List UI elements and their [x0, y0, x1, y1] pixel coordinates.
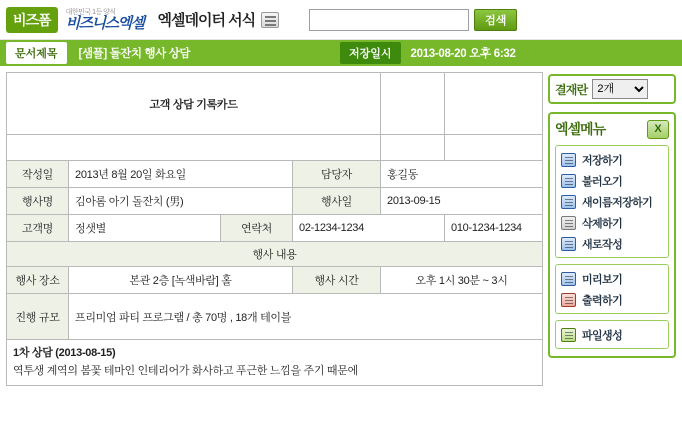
menu-item-file-create[interactable]	[558, 324, 666, 345]
excel-menu-group-file-create	[555, 320, 669, 349]
table-row	[7, 161, 543, 188]
table-row	[7, 188, 543, 215]
new-doc-icon	[561, 237, 576, 251]
preview-icon	[561, 272, 576, 286]
right-panel	[548, 66, 682, 429]
row-label-customer-name: 고객명	[7, 215, 69, 242]
cell-scale[interactable]: 프리미엄 파티 프로그램 / 총 70명 , 18개 테이블	[69, 294, 543, 340]
excel-menu-group-print	[555, 264, 669, 314]
note-line-1: 1차 상담 (2013-08-15)	[13, 347, 116, 360]
menu-label-preview: 미리보기	[582, 273, 623, 286]
sheet-title: 고객 상담 기록카드	[7, 73, 381, 135]
cell-consultation-note[interactable]	[7, 340, 543, 386]
body-wrapper	[0, 66, 682, 429]
save-datetime-tag: 저장일시	[340, 42, 401, 64]
cell-manager[interactable]: 홍길동	[381, 161, 543, 188]
excel-menu-group-file	[555, 145, 669, 258]
save-as-icon	[561, 195, 576, 209]
search-area	[309, 9, 517, 31]
menu-label-file-create: 파일생성	[582, 329, 623, 342]
menu-label-new: 새로작성	[582, 238, 623, 251]
cell-place[interactable]: 본관 2층 [녹색바람] 홀	[69, 267, 293, 294]
cell-event-date[interactable]: 2013-09-15	[381, 188, 543, 215]
excel-menu-header	[555, 119, 669, 139]
approval-cell-3[interactable]	[381, 135, 445, 161]
table-row	[7, 215, 543, 242]
approval-box	[548, 74, 676, 104]
menu-item-print[interactable]	[558, 289, 666, 310]
trash-icon	[561, 216, 576, 230]
bizform-logo[interactable]: 비즈폼	[6, 7, 58, 33]
approval-label: 결재란	[555, 82, 588, 97]
cell-contact-2[interactable]: 010-1234-1234	[445, 215, 543, 242]
menu-label-print: 출력하기	[582, 294, 623, 307]
cell-event-name[interactable]: 김아롬 아기 돌잔치 (男)	[69, 188, 293, 215]
consultation-record-table	[6, 72, 543, 386]
spreadsheet-icon	[261, 12, 279, 28]
note-line-2: 역투생 계역의 봄꽃 테마인 인테리어가 화사하고 푸근한 느낌을 주기 때문에	[13, 364, 358, 377]
menu-label-save-as: 새이름저장하기	[582, 196, 653, 209]
menu-item-save[interactable]	[558, 149, 666, 170]
cell-time[interactable]: 오후 1시 30분 ~ 3시	[381, 267, 543, 294]
row-label-event-name: 행사명	[7, 188, 69, 215]
approval-cell-1[interactable]	[381, 73, 445, 135]
row-label-time: 행사 시간	[293, 267, 381, 294]
row-label-contact: 연락처	[221, 215, 293, 242]
table-row	[7, 294, 543, 340]
menu-item-open[interactable]	[558, 170, 666, 191]
section-header-event-detail: 행사 내용	[7, 242, 543, 267]
save-info-group	[340, 42, 516, 64]
approval-cell-4[interactable]	[445, 135, 543, 161]
save-datetime-value: 2013-08-20 오후 6:32	[410, 48, 516, 60]
doc-title-value: [샘플] 돌잔치 행사 상담	[78, 48, 191, 60]
table-row	[7, 340, 543, 386]
document-type-title	[158, 9, 280, 30]
document-type-label: 엑셀데이터 서식	[157, 12, 256, 29]
menu-item-new[interactable]	[558, 233, 666, 254]
print-icon	[561, 293, 576, 307]
biznis-excel-logo[interactable]	[66, 9, 144, 31]
table-row	[7, 242, 543, 267]
approval-cell-2[interactable]	[445, 73, 543, 135]
menu-item-save-as[interactable]	[558, 191, 666, 212]
menu-label-save: 저장하기	[582, 154, 623, 167]
cell-customer-name[interactable]: 정샛별	[69, 215, 221, 242]
info-bar	[0, 40, 682, 66]
sheet-area[interactable]	[0, 66, 548, 429]
excel-icon	[647, 120, 669, 139]
file-create-icon	[561, 328, 576, 342]
row-label-manager: 담당자	[293, 161, 381, 188]
open-icon	[561, 174, 576, 188]
save-icon	[561, 153, 576, 167]
table-row	[7, 267, 543, 294]
spacer-cell	[7, 135, 381, 161]
approval-count-select[interactable]	[592, 79, 648, 99]
row-label-write-date: 작성일	[7, 161, 69, 188]
cell-write-date[interactable]: 2013년 8월 20일 화요일	[69, 161, 293, 188]
row-label-place: 행사 장소	[7, 267, 69, 294]
table-row	[7, 73, 543, 135]
search-button[interactable]: 검색	[474, 9, 517, 31]
menu-label-delete: 삭제하기	[582, 217, 623, 230]
doc-title-tag: 문서제목	[6, 42, 67, 64]
menu-item-preview[interactable]	[558, 268, 666, 289]
logo-tagline: 대한민국 1등 양식	[65, 8, 116, 16]
search-input[interactable]	[309, 9, 469, 31]
cell-contact-1[interactable]: 02-1234-1234	[293, 215, 445, 242]
excel-menu-box	[548, 112, 676, 358]
excel-menu-title: 엑셀메뉴	[555, 121, 606, 137]
top-bar	[0, 0, 682, 40]
menu-item-delete[interactable]	[558, 212, 666, 233]
row-label-event-date: 행사일	[293, 188, 381, 215]
logo-name: 비즈니스엑셀	[65, 14, 144, 32]
row-label-scale: 진행 규모	[7, 294, 69, 340]
table-row	[7, 135, 543, 161]
menu-label-open: 불러오기	[582, 175, 623, 188]
